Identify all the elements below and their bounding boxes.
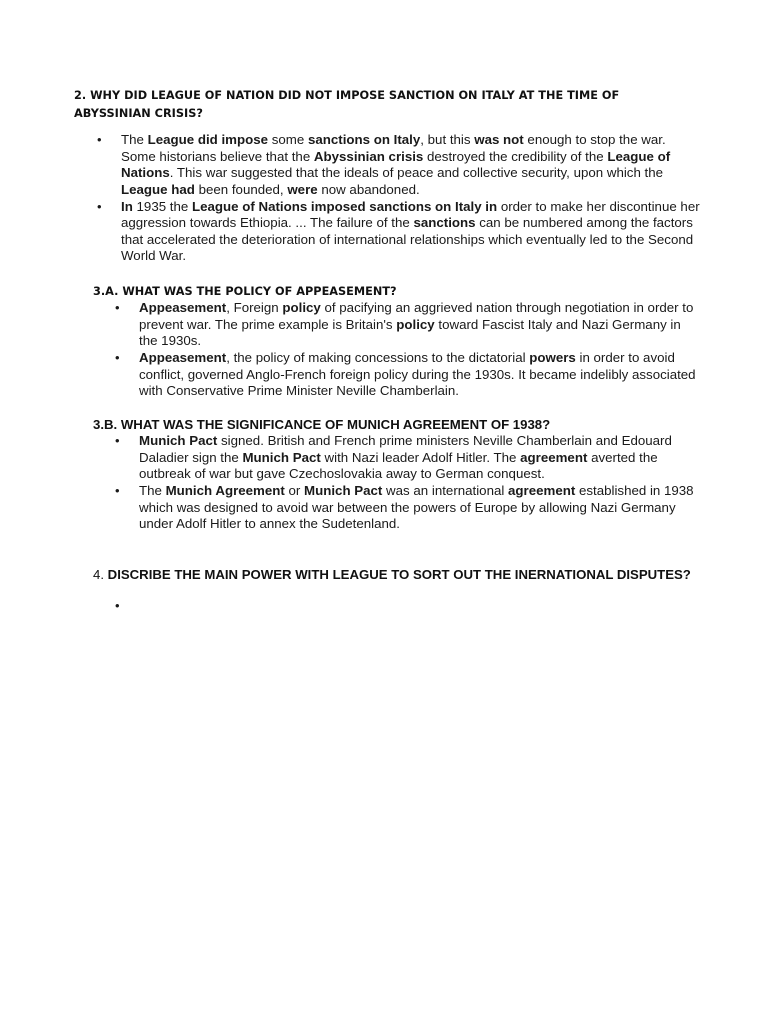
bold-text: policy bbox=[282, 300, 321, 315]
list-item bbox=[121, 132, 701, 198]
list-item bbox=[139, 300, 701, 350]
bold-text: Appeasement bbox=[139, 300, 227, 315]
bold-text: powers bbox=[529, 350, 576, 366]
question-3a-answer-list bbox=[139, 300, 701, 400]
text-run: toward Fascist Italy and Nazi Germany in the 1930s. bbox=[139, 316, 681, 349]
text-run: or bbox=[284, 483, 305, 499]
question-3b-answer-list bbox=[139, 433, 701, 533]
bold-text: policy bbox=[396, 316, 435, 332]
bold-text: League of Nations imposed sanctions on Italy in bbox=[191, 198, 498, 214]
text-run: The bbox=[139, 483, 166, 499]
text-run: in order to avoid conflict, governed Anglo-French foreign policy during the 1930s. It became indelibly associated with Conservative Prime Minister Neville Chamberlain. bbox=[139, 350, 696, 399]
bold-text: agreement bbox=[508, 483, 576, 499]
text-run: been founded, bbox=[194, 181, 288, 197]
text-run: . This war suggested that the ideals of peace and collective security, upon which the bbox=[169, 165, 664, 181]
list-item bbox=[139, 433, 701, 483]
text-run: destroyed the credibility of the bbox=[423, 148, 608, 164]
question-4-text: DISCRIBE THE MAIN POWER WITH LEAGUE TO SORT OUT THE INERNATIONAL DISPUTES? bbox=[107, 567, 691, 582]
bold-text: League of Nations bbox=[121, 148, 671, 181]
text-run: , Foreign bbox=[226, 300, 283, 315]
bold-text: agreement bbox=[520, 449, 588, 465]
bold-text: Munich Pact bbox=[304, 483, 383, 499]
text-run: some bbox=[268, 132, 308, 147]
text-run: can be numbered among the factors that accelerated the deterioration of international relationships which eventually led to the Second World War. bbox=[121, 215, 694, 264]
bold-text: Munich Agreement bbox=[165, 483, 285, 499]
bold-text: Appeasement bbox=[139, 350, 227, 366]
question-3b-heading: 3.B. WHAT WAS THE SIGNIFICANCE OF MUNICH AGREEMENT OF 1938? bbox=[93, 417, 551, 432]
text-run: of pacifying an aggrieved nation through negotiation in order to prevent war. The prime example is Britain's bbox=[139, 300, 694, 332]
bold-text: Abyssinian crisis bbox=[313, 148, 424, 164]
question-4-heading bbox=[93, 566, 693, 583]
question-4-number: 4. bbox=[93, 567, 108, 582]
question-4-answer-list bbox=[139, 598, 701, 614]
list-item bbox=[139, 483, 701, 533]
text-run: was an international bbox=[382, 483, 509, 499]
text-run: established in 1938 which was designed to avoid war between the powers of Europe by allowing Nazi Germany under Adolf Hitler to annex the Sudetenland. bbox=[139, 483, 694, 532]
bold-text: League did impose bbox=[147, 132, 269, 147]
text-run: enough to stop the war. Some historians believe that the bbox=[121, 132, 666, 164]
bold-text: sanctions on Italy bbox=[307, 132, 421, 147]
bold-text: sanctions bbox=[413, 215, 476, 231]
list-item bbox=[121, 199, 701, 265]
bold-text: League had bbox=[121, 181, 195, 197]
text-run: , but this bbox=[420, 132, 475, 147]
text-run: The bbox=[121, 132, 148, 147]
list-item bbox=[139, 598, 701, 614]
bold-text: In bbox=[121, 198, 133, 214]
bold-text: Munich Pact bbox=[242, 449, 321, 465]
question-2-heading: 2. WHY DID LEAGUE OF NATION DID NOT IMPOSE SANCTION ON ITALY AT THE TIME OF ABYSSINIAN CRISIS? bbox=[74, 89, 620, 120]
text-run: order to make her discontinue her aggression towards Ethiopia. ... The failure of the bbox=[121, 198, 700, 231]
question-3a-heading: 3.A. WHAT WAS THE POLICY OF APPEASEMENT? bbox=[93, 285, 397, 298]
bold-text: was not bbox=[474, 132, 524, 147]
text-run: with Nazi leader Adolf Hitler. The bbox=[320, 449, 521, 465]
question-2-answer-list bbox=[121, 132, 701, 265]
text-run: 1935 the bbox=[132, 198, 192, 214]
text-run: signed. British and French prime ministers Neville Chamberlain and Edouard Daladier sign the bbox=[139, 433, 672, 465]
bold-text: were bbox=[287, 181, 318, 197]
list-item bbox=[139, 350, 701, 400]
text-run: averted the outbreak of war but gave Czechoslovakia away to German conquest. bbox=[139, 449, 658, 482]
bold-text: Munich Pact bbox=[139, 433, 218, 448]
text-run: now abandoned. bbox=[317, 181, 420, 197]
text-run: , the policy of making concessions to the dictatorial bbox=[226, 350, 530, 366]
